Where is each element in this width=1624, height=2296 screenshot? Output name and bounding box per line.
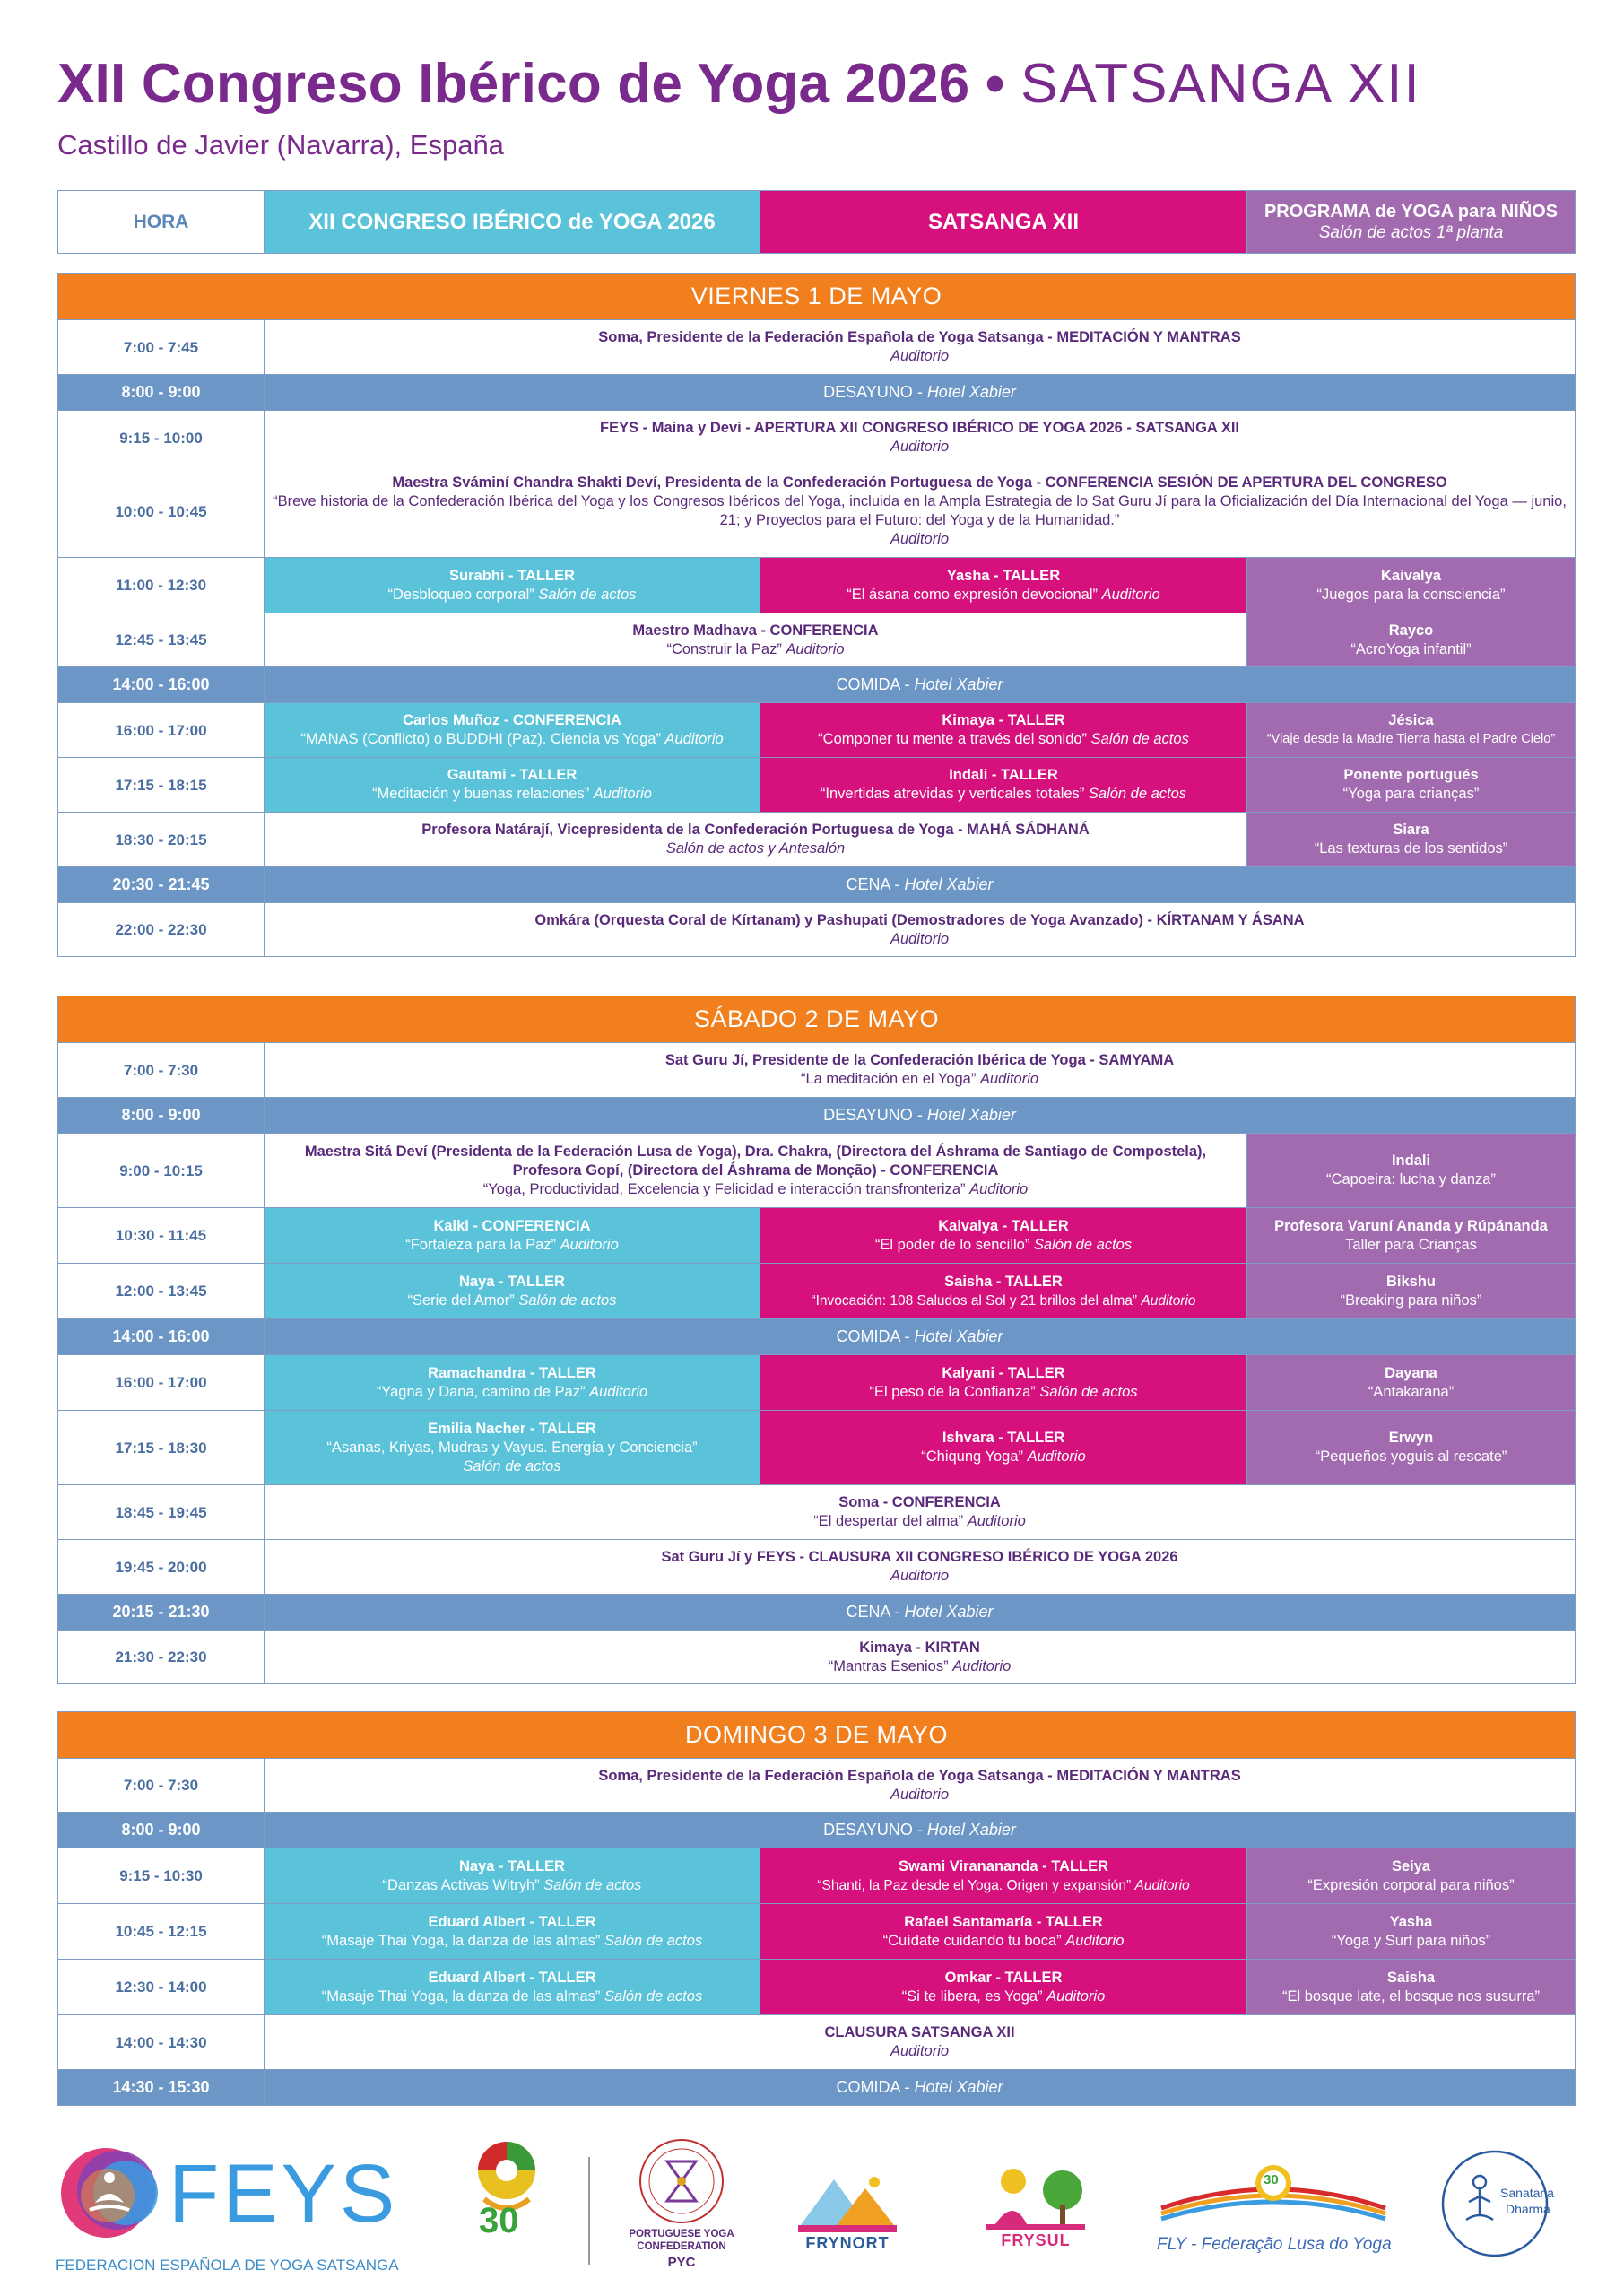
- time-cell: 9:00 - 10:15: [58, 1134, 265, 1208]
- meal-cell: DESAYUNO - Hotel Xabier: [265, 375, 1576, 411]
- session-description: “Mantras Esenios”: [828, 1657, 949, 1674]
- time-cell: 8:00 - 9:00: [58, 1098, 265, 1134]
- session-title: Kimaya - KIRTAN: [859, 1639, 980, 1656]
- sanatana-dharma-logo: [1439, 2148, 1554, 2260]
- feys-caption: FEDERACION ESPAÑOLA DE YOGA SATSANGA: [56, 2257, 399, 2274]
- session-title: Kalyani - TALLER: [942, 1364, 1065, 1381]
- table-row: [58, 320, 1576, 375]
- frynort-mountain-icon: [789, 2166, 906, 2238]
- time-cell: 11:00 - 12:30: [58, 558, 265, 613]
- session-location: Salón de actos: [1088, 786, 1187, 802]
- table-row: [58, 1595, 1576, 1631]
- session-title: Indali - TALLER: [949, 767, 1058, 783]
- table-row: [58, 1134, 1576, 1208]
- session-title: Maestra Sitá Deví (Presidenta de la Federación Lusa de Yoga), Dra. Chakra, (Directora del Áshrama de Santiago de Compostela), Profesora Gopí, (Directora del Áshrama de Monção) - CONFERENCIA: [304, 1143, 1207, 1178]
- time-cell: 9:15 - 10:30: [58, 1848, 265, 1904]
- session-description: “El peso de la Confianza”: [869, 1383, 1036, 1400]
- time-cell: 22:00 - 22:30: [58, 903, 265, 957]
- time-cell: 7:00 - 7:30: [58, 1759, 265, 1813]
- title-satsanga: SATSANGA XII: [1020, 53, 1421, 115]
- table-row: [58, 1540, 1576, 1595]
- session-location: Salón de actos: [604, 1987, 703, 2005]
- session-title: Saisha - TALLER: [944, 1273, 1063, 1290]
- session-title: Profesora Varuní Ananda y Rúpánanda: [1274, 1217, 1548, 1234]
- congreso-cell: [265, 1960, 760, 2015]
- meal-label: COMIDA: [836, 1327, 900, 1345]
- session-cell: [265, 613, 1247, 667]
- session-description: “Invocación: 108 Saludos al Sol y 21 brillos del alma”: [811, 1292, 1138, 1309]
- session-cell: [265, 1134, 1247, 1208]
- meal-place: Hotel Xabier: [914, 1327, 1003, 1345]
- session-title: Rayco: [1388, 622, 1434, 639]
- session-location: Auditorio: [560, 1236, 619, 1253]
- session-title: Ponente portugués: [1343, 767, 1479, 783]
- session-cell: [265, 2015, 1576, 2070]
- session-location: Auditorio: [1141, 1292, 1196, 1309]
- table-row: [58, 2070, 1576, 2106]
- time-cell: 10:45 - 12:15: [58, 1904, 265, 1960]
- col-kids-location: Salón de actos 1ª planta: [1318, 222, 1504, 242]
- time-cell: 10:00 - 10:45: [58, 465, 265, 558]
- session-title: Sat Guru Jí, Presidente de la Confederación Ibérica de Yoga - SAMYAMA: [664, 1052, 1175, 1068]
- session-description: “Breve historia de la Confederación Ibérica del Yoga y los Congresos Ibéricos del Yoga, incluida en la Ampla Estrategia de lo Sat Guru Jí para la Oficialización del Día Internacional del Yoga — junio, 21; y Proyectos para el Futuro: del Yoga y de la Humanidad.”: [273, 493, 1567, 528]
- meal-place: Hotel Xabier: [904, 1603, 994, 1621]
- table-row: [58, 558, 1576, 613]
- time-cell: 14:00 - 14:30: [58, 2015, 265, 2070]
- session-title: Sat Guru Jí y FEYS - CLAUSURA XII CONGRESO IBÉRICO DE YOGA 2026: [661, 1549, 1178, 1565]
- meal-cell: COMIDA - Hotel Xabier: [265, 667, 1576, 703]
- meal-label: COMIDA: [836, 2078, 900, 2096]
- session-description: “Asanas, Kriyas, Mudras y Vayus. Energía y Conciencia”: [326, 1439, 698, 1456]
- satsanga-cell: [760, 1264, 1247, 1319]
- session-location: Auditorio: [664, 731, 724, 747]
- session-description: “Viaje desde la Madre Tierra hasta el Padre Cielo”: [1266, 732, 1556, 746]
- time-cell: 16:00 - 17:00: [58, 1355, 265, 1411]
- time-cell: 17:15 - 18:15: [58, 758, 265, 813]
- satsanga-cell: [760, 1208, 1247, 1264]
- congreso-cell: [265, 1848, 760, 1904]
- session-description: “Cuídate cuidando tu boca”: [882, 1932, 1062, 1949]
- day-header-friday: VIERNES 1 DE MAYO: [58, 274, 1576, 320]
- session-title: Profesora Natárají, Vicepresidenta de la Confederación Portuguesa de Yoga - MAHÁ SÁDHANÁ: [421, 822, 1090, 838]
- session-description: “El despertar del alma”: [813, 1513, 964, 1529]
- congreso-cell: [265, 1208, 760, 1264]
- session-cell: [265, 411, 1576, 465]
- session-description: “Pequeños yoguis al rescate”: [1315, 1448, 1507, 1465]
- kids-cell: [1247, 1904, 1576, 1960]
- session-description: “Si te libera, es Yoga”: [901, 1987, 1043, 2005]
- table-row: [58, 758, 1576, 813]
- session-cell: [265, 903, 1576, 957]
- frysul-name: FRYSUL: [1001, 2231, 1071, 2249]
- frynort-name: FRYNORT: [805, 2234, 890, 2252]
- session-title: Omkar - TALLER: [944, 1969, 1063, 1986]
- table-row: [58, 1319, 1576, 1355]
- time-cell: 18:45 - 19:45: [58, 1485, 265, 1540]
- session-location: Auditorio: [890, 439, 950, 455]
- table-row: [58, 667, 1576, 703]
- frynort-logo: [789, 2166, 906, 2274]
- session-title: CLAUSURA SATSANGA XII: [824, 2024, 1015, 2040]
- session-description: “Meditación y buenas relaciones”: [372, 786, 590, 802]
- title-main: XII Congreso Ibérico de Yoga 2026: [57, 53, 970, 115]
- session-location: Auditorio: [890, 2043, 950, 2059]
- session-location: Auditorio: [969, 1180, 1029, 1197]
- page-title: [57, 52, 1421, 116]
- schedule-sunday: [57, 1711, 1576, 2106]
- session-location: Salón de actos: [1090, 731, 1189, 747]
- session-location: Salón de actos y Antesalón: [665, 840, 846, 857]
- table-row: [58, 1411, 1576, 1485]
- session-title: Maestro Madhava - CONFERENCIA: [632, 622, 879, 639]
- meal-cell: COMIDA - Hotel Xabier: [265, 1319, 1576, 1355]
- kids-cell: [1247, 1264, 1576, 1319]
- session-location: Auditorio: [890, 1786, 950, 1803]
- col-kids: [1247, 191, 1576, 254]
- table-row: [58, 1848, 1576, 1904]
- time-cell: 20:30 - 21:45: [58, 867, 265, 903]
- session-description: “AcroYoga infantil”: [1350, 640, 1472, 657]
- pyc-emblem-icon: [628, 2135, 735, 2233]
- session-description: “La meditación en el Yoga”: [800, 1071, 977, 1087]
- session-description: “Desbloqueo corporal”: [387, 586, 534, 603]
- session-location: Auditorio: [890, 930, 950, 947]
- session-location: Salón de actos: [463, 1457, 561, 1474]
- session-title: Ramachandra - TALLER: [428, 1364, 596, 1381]
- meal-place: Hotel Xabier: [926, 383, 1016, 401]
- time-cell: 8:00 - 9:00: [58, 375, 265, 411]
- satsanga-cell: [760, 1848, 1247, 1904]
- col-kids-title: PROGRAMA de YOGA para NIÑOS: [1264, 201, 1559, 222]
- session-description: “Las texturas de los sentidos”: [1314, 840, 1508, 857]
- session-title: Yasha - TALLER: [946, 567, 1061, 584]
- satsanga-cell: [760, 1355, 1247, 1411]
- fly-caption: FLY - Federação Lusa do Yoga: [1157, 2235, 1392, 2254]
- session-description: “El poder de lo sencillo”: [874, 1236, 1030, 1253]
- table-row: [58, 465, 1576, 558]
- pyc-short: PYC: [667, 2255, 696, 2270]
- session-location: Auditorio: [589, 1383, 648, 1400]
- session-description: “Expresión corporal para niños”: [1307, 1876, 1515, 1893]
- session-location: Auditorio: [1065, 1932, 1125, 1949]
- session-description: “Fortaleza para la Paz”: [405, 1236, 557, 1253]
- session-location: Auditorio: [979, 1071, 1039, 1087]
- session-location: Auditorio: [952, 1657, 1012, 1674]
- table-row: [58, 1631, 1576, 1684]
- frysul-tree-icon: [977, 2161, 1094, 2233]
- session-description: “Serie del Amor”: [407, 1292, 515, 1309]
- table-row: [58, 867, 1576, 903]
- session-location: Auditorio: [890, 531, 950, 547]
- congreso-cell: [265, 1904, 760, 1960]
- table-row: [58, 1813, 1576, 1848]
- table-row: [58, 1355, 1576, 1411]
- session-description: “Capoeira: lucha y danza”: [1326, 1171, 1496, 1187]
- session-description: “Invertidas atrevidas y verticales totales”: [820, 786, 1085, 802]
- table-row: [58, 411, 1576, 465]
- feys-wordmark: FEYS: [169, 2148, 399, 2239]
- session-cell: [265, 1631, 1576, 1684]
- session-title: Yasha: [1389, 1913, 1433, 1930]
- session-description: “El bosque late, el bosque nos susurra”: [1281, 1987, 1541, 2005]
- session-location: Auditorio: [1027, 1448, 1086, 1465]
- time-cell: 7:00 - 7:30: [58, 1043, 265, 1098]
- session-description: “Componer tu mente a través del sonido”: [818, 731, 1088, 747]
- session-description: “Yoga y Surf para niños”: [1331, 1932, 1491, 1949]
- session-location: Salón de actos: [518, 1292, 617, 1309]
- congreso-cell: [265, 1264, 760, 1319]
- day-header-saturday: SÁBADO 2 DE MAYO: [58, 996, 1576, 1043]
- satsanga-cell: [760, 758, 1247, 813]
- kids-cell: [1247, 613, 1576, 667]
- time-cell: 16:00 - 17:00: [58, 703, 265, 758]
- session-location: Auditorio: [593, 786, 652, 802]
- meal-label: CENA: [846, 1603, 890, 1621]
- schedule-friday: [57, 273, 1576, 957]
- kids-cell: [1247, 1411, 1576, 1485]
- time-cell: 21:30 - 22:30: [58, 1631, 265, 1684]
- session-description: “El ásana como expresión devocional”: [847, 586, 1099, 603]
- table-row: [58, 813, 1576, 867]
- col-congreso: XII CONGRESO IBÉRICO de YOGA 2026: [265, 191, 760, 254]
- session-description: “Masaje Thai Yoga, la danza de las almas”: [321, 1987, 601, 2005]
- session-title: Jésica: [1388, 712, 1434, 728]
- session-title: Dayana: [1385, 1364, 1437, 1381]
- time-cell: 12:00 - 13:45: [58, 1264, 265, 1319]
- session-title: Kimaya - TALLER: [942, 712, 1065, 728]
- table-row: [58, 1208, 1576, 1264]
- time-cell: 17:15 - 18:30: [58, 1411, 265, 1485]
- kids-cell: [1247, 1208, 1576, 1264]
- session-title: Kalki - CONFERENCIA: [433, 1217, 591, 1234]
- session-location: Auditorio: [890, 1568, 950, 1584]
- sanatana-text-1: Sanatana: [1500, 2186, 1554, 2200]
- time-cell: 7:00 - 7:45: [58, 320, 265, 375]
- time-cell: 14:00 - 16:00: [58, 1319, 265, 1355]
- session-description: “Masaje Thai Yoga, la danza de las almas”: [321, 1932, 601, 1949]
- meal-cell: CENA - Hotel Xabier: [265, 867, 1576, 903]
- meal-cell: CENA - Hotel Xabier: [265, 1595, 1576, 1631]
- feys-lotus-icon: [54, 2144, 161, 2242]
- table-row: [58, 375, 1576, 411]
- title-bullet: •: [985, 53, 1005, 115]
- session-location: Salón de actos: [1039, 1383, 1138, 1400]
- table-row: [58, 1043, 1576, 1098]
- kids-cell: [1247, 1960, 1576, 2015]
- satsanga-cell: [760, 1411, 1247, 1485]
- meal-place: Hotel Xabier: [904, 875, 994, 893]
- col-satsanga: SATSANGA XII: [760, 191, 1247, 254]
- table-row: [58, 703, 1576, 758]
- session-title: Swami Virananandа - TALLER: [898, 1857, 1109, 1874]
- session-cell: [265, 465, 1576, 558]
- session-location: Auditorio: [786, 640, 845, 657]
- sanatana-text-2: Dharma: [1506, 2202, 1550, 2216]
- kids-cell: [1247, 758, 1576, 813]
- time-cell: 12:45 - 13:45: [58, 613, 265, 667]
- kids-cell: [1247, 1355, 1576, 1411]
- session-title: Soma, Presidente de la Federación Española de Yoga Satsanga - MEDITACIÓN Y MANTRAS: [598, 329, 1241, 345]
- time-cell: 14:00 - 16:00: [58, 667, 265, 703]
- session-title: Saisha: [1386, 1969, 1436, 1986]
- logos-row: [54, 2135, 1578, 2287]
- meal-label: DESAYUNO: [823, 1106, 913, 1124]
- session-title: Seiya: [1391, 1857, 1431, 1874]
- meal-place: Hotel Xabier: [914, 675, 1003, 693]
- session-title: Eduard Albert - TALLER: [428, 1969, 596, 1986]
- session-location: Auditorio: [890, 348, 950, 364]
- satsanga-cell: [760, 1904, 1247, 1960]
- session-title: Soma - CONFERENCIA: [838, 1494, 1001, 1510]
- session-location: Salón de actos: [538, 586, 637, 603]
- meal-cell: DESAYUNO - Hotel Xabier: [265, 1813, 1576, 1848]
- session-description: “Breaking para niños”: [1340, 1292, 1482, 1309]
- session-title: Gautami - TALLER: [447, 767, 578, 783]
- session-title: Omkára (Orquesta Coral de Kírtanam) y Pashupati (Demostradores de Yoga Avanzado) - KÍRTANAM Y ÁSANA: [534, 911, 1305, 928]
- table-row: [58, 1264, 1576, 1319]
- col-hora: HORA: [58, 191, 265, 254]
- session-location: Auditorio: [967, 1513, 1026, 1529]
- session-location: Salón de actos: [1033, 1236, 1133, 1253]
- session-description: “Construir la Paz”: [666, 640, 782, 657]
- meal-place: Hotel Xabier: [914, 2078, 1003, 2096]
- session-description: “Shanti, la Paz desde el Yoga. Origen y expansión”: [817, 1877, 1132, 1893]
- session-description: “Juegos para la consciencia”: [1316, 586, 1506, 603]
- session-description: “Yoga, Productividad, Excelencia y Felicidad e interacción transfronteriza”: [482, 1180, 966, 1197]
- congreso-cell: [265, 1355, 760, 1411]
- satsanga-cell: [760, 703, 1247, 758]
- time-cell: 19:45 - 20:00: [58, 1540, 265, 1595]
- table-row: [58, 613, 1576, 667]
- session-cell: [265, 813, 1247, 867]
- congreso-cell: [265, 703, 760, 758]
- table-row: [58, 1904, 1576, 1960]
- session-title: Carlos Muñoz - CONFERENCIA: [403, 712, 621, 728]
- kids-cell: [1247, 1848, 1576, 1904]
- session-cell: [265, 1485, 1576, 1540]
- time-cell: 9:15 - 10:00: [58, 411, 265, 465]
- congreso-cell: [265, 1411, 760, 1485]
- time-cell: 12:30 - 14:00: [58, 1960, 265, 2015]
- session-description: “Danzas Activas Witryh”: [382, 1876, 540, 1893]
- meal-label: DESAYUNO: [823, 383, 913, 401]
- session-title: Emilia Nacher - TALLER: [428, 1420, 596, 1437]
- session-title: FEYS - Maina y Devi - APERTURA XII CONGRESO IBÉRICO DE YOGA 2026 - SATSANGA XII: [600, 420, 1239, 436]
- session-cell: [265, 1043, 1576, 1098]
- session-title: Ishvara - TALLER: [942, 1430, 1065, 1446]
- session-description: “MANAS (Conflicto) o BUDDHI (Paz). Ciencia vs Yoga”: [300, 731, 661, 747]
- time-cell: 18:30 - 20:15: [58, 813, 265, 867]
- pyc-logo: [628, 2135, 735, 2287]
- table-row: [58, 1960, 1576, 2015]
- column-header: [57, 190, 1576, 254]
- time-cell: 8:00 - 9:00: [58, 1813, 265, 1848]
- day-header-sunday: DOMINGO 3 DE MAYO: [58, 1712, 1576, 1759]
- table-row: [58, 903, 1576, 957]
- table-row: [58, 1485, 1576, 1540]
- session-title: Kaivalya: [1381, 567, 1441, 584]
- meal-cell: DESAYUNO - Hotel Xabier: [265, 1098, 1576, 1134]
- fly-number: 30: [1264, 2172, 1279, 2187]
- page-subtitle: Castillo de Javier (Navarra), España: [57, 129, 504, 161]
- session-title: Maestra Sváminí Chandra Shakti Deví, Presidenta de la Confederación Portuguesa de Yoga - CONFERENCIA SESIÓN DE APERTURA DEL CONGRESO: [392, 474, 1447, 491]
- congreso-cell: [265, 558, 760, 613]
- meal-place: Hotel Xabier: [926, 1106, 1016, 1124]
- session-title: Indali: [1391, 1152, 1431, 1169]
- kids-cell: [1247, 703, 1576, 758]
- frysul-logo: [977, 2161, 1094, 2269]
- session-title: Soma, Presidente de la Federación Española de Yoga Satsanga - MEDITACIÓN Y MANTRAS: [598, 1767, 1241, 1784]
- kids-cell: [1247, 558, 1576, 613]
- cic-30-logo: [466, 2135, 556, 2283]
- kids-cell: [1247, 813, 1576, 867]
- session-title: Naya - TALLER: [459, 1857, 565, 1874]
- session-cell: [265, 1540, 1576, 1595]
- meal-cell: COMIDA - Hotel Xabier: [265, 2070, 1576, 2106]
- fly-logo: [1157, 2152, 1390, 2278]
- table-row: [58, 1098, 1576, 1134]
- meal-label: CENA: [846, 875, 890, 893]
- meal-label: DESAYUNO: [823, 1821, 913, 1839]
- logo-divider: [588, 2157, 590, 2265]
- pyc-caption: PORTUGUESE YOGA CONFEDERATION: [629, 2229, 734, 2252]
- session-description: “Chiqung Yoga”: [921, 1448, 1024, 1465]
- cic-number: 30: [479, 2201, 519, 2240]
- table-row: [58, 1759, 1576, 1813]
- meal-place: Hotel Xabier: [926, 1821, 1016, 1839]
- session-location: Salón de actos: [543, 1876, 642, 1893]
- session-description: “Antakarana”: [1368, 1383, 1455, 1400]
- fly-rainbow-icon: [1157, 2152, 1390, 2224]
- session-location: Salón de actos: [604, 1932, 703, 1949]
- session-title: Eduard Albert - TALLER: [428, 1913, 596, 1930]
- session-title: Bikshu: [1386, 1273, 1437, 1290]
- satsanga-cell: [760, 558, 1247, 613]
- schedule-saturday: [57, 996, 1576, 1684]
- time-cell: 10:30 - 11:45: [58, 1208, 265, 1264]
- session-cell: [265, 320, 1576, 375]
- session-location: Auditorio: [1046, 1987, 1106, 2005]
- time-cell: 14:30 - 15:30: [58, 2070, 265, 2106]
- table-row: [58, 2015, 1576, 2070]
- congreso-cell: [265, 758, 760, 813]
- satsanga-cell: [760, 1960, 1247, 2015]
- session-title: Rafael Santamaría - TALLER: [904, 1913, 1103, 1930]
- session-location: Auditorio: [1134, 1877, 1190, 1893]
- session-description: “Yoga para crianças”: [1342, 786, 1480, 802]
- feys-logo: [54, 2144, 413, 2278]
- kids-cell: [1247, 1134, 1576, 1208]
- session-title: Naya - TALLER: [459, 1273, 565, 1290]
- session-title: Kaivalya - TALLER: [938, 1217, 1069, 1234]
- session-location: Auditorio: [1101, 586, 1160, 603]
- session-title: Siara: [1393, 822, 1429, 838]
- meal-label: COMIDA: [836, 675, 900, 693]
- session-title: Surabhi - TALLER: [449, 567, 575, 584]
- session-description: “Yagna y Dana, camino de Paz”: [376, 1383, 586, 1400]
- session-title: Erwyn: [1388, 1430, 1434, 1446]
- time-cell: 20:15 - 21:30: [58, 1595, 265, 1631]
- session-description: Taller para Crianças: [1345, 1236, 1477, 1253]
- session-cell: [265, 1759, 1576, 1813]
